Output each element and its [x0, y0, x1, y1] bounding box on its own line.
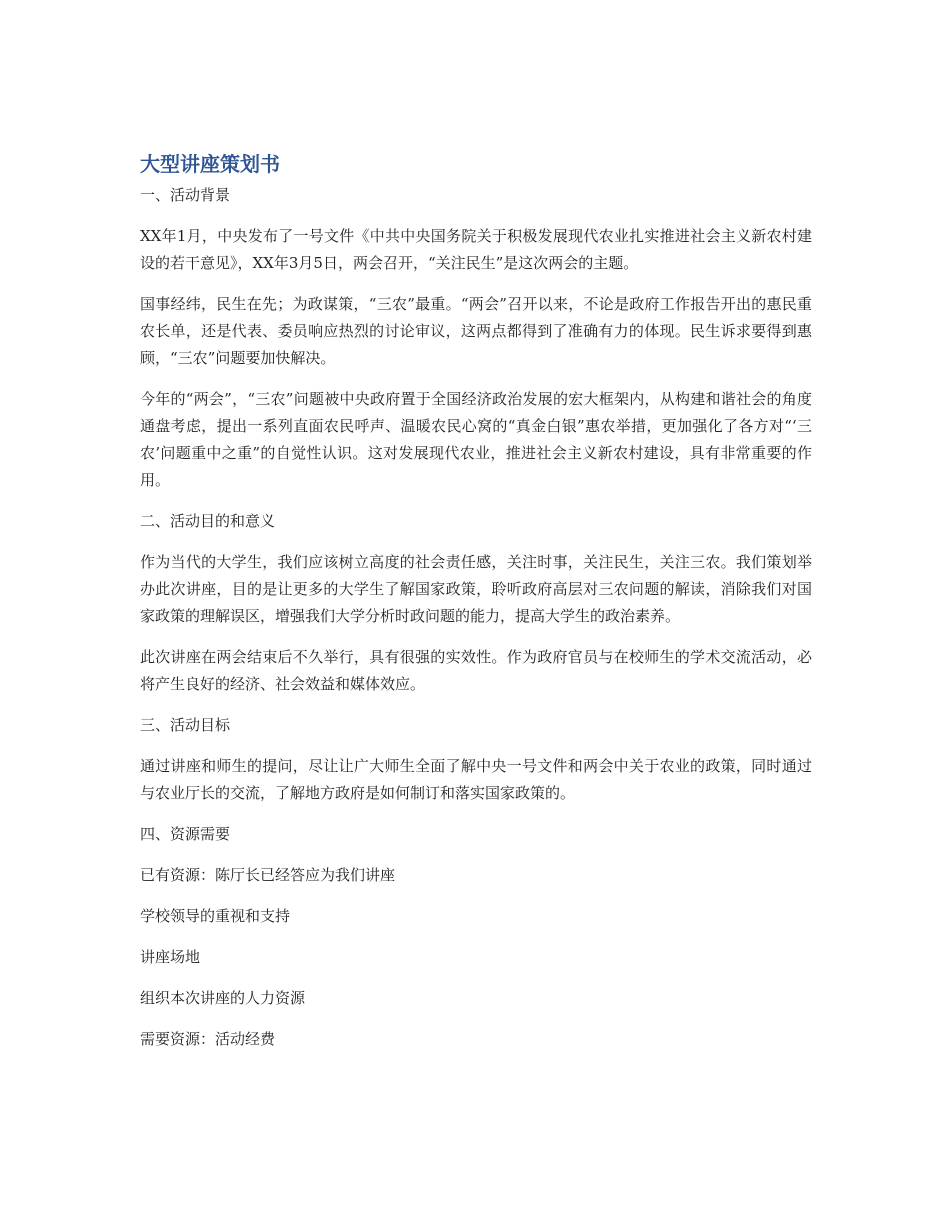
- section-heading-background: 一、活动背景: [140, 186, 231, 204]
- paragraph: 通过讲座和师生的提问，尽让让广大师生全面了解中央一号文件和两会中关于农业的政策，同时通过与农业厅长的交流，了解地方政府是如何制订和落实国家政策的。: [140, 757, 812, 802]
- section-heading-purpose: 二、活动目的和意义: [140, 512, 276, 530]
- resource-item: 组织本次讲座的人力资源: [140, 989, 306, 1007]
- section-heading-resources: 四、资源需要: [140, 825, 231, 843]
- section-heading-goals: 三、活动目标: [140, 716, 231, 734]
- document-page: [140, 150, 812, 1067]
- resource-item: 需要资源：活动经费: [140, 1030, 276, 1048]
- paragraph: 今年的“两会”，“三农”问题被中央政府置于全国经济政治发展的宏大框架内，从构建和谐社会的角度通盘考虑，提出一系列直面农民呼声、温暖农民心窝的“真金白银”惠农举措，更加强化了各方对“‘三农’问题重中之重”的自觉性认识。这对发展现代农业，推进社会主义新农村建设，具有非常重要的作用。: [140, 390, 812, 489]
- document-title: 大型讲座策划书: [140, 152, 280, 176]
- resource-item: 学校领导的重视和支持: [140, 907, 291, 925]
- resource-item: 讲座场地: [140, 948, 201, 966]
- paragraph: XX年1月，中央发布了一号文件《中共中央国务院关于积极发展现代农业扎实推进社会主义新农村建设的若干意见》，XX年3月5日，两会召开，“关注民生”是这次两会的主题。: [140, 227, 812, 272]
- resource-item: 已有资源：陈厅长已经答应为我们讲座: [140, 866, 396, 884]
- paragraph: 作为当代的大学生，我们应该树立高度的社会责任感，关注时事，关注民生，关注三农。我们策划举办此次讲座，目的是让更多的大学生了解国家政策，聆听政府高层对三农问题的解读，消除我们对国家政策的理解误区，增强我们大学分析时政问题的能力，提高大学生的政治素养。: [140, 553, 812, 625]
- paragraph: 此次讲座在两会结束后不久举行，具有很强的实效性。作为政府官员与在校师生的学术交流活动，必将产生良好的经济、社会效益和媒体效应。: [140, 648, 812, 693]
- paragraph: 国事经纬，民生在先；为政谋策，“三农”最重。“两会”召开以来，不论是政府工作报告开出的惠民重农长单，还是代表、委员响应热烈的讨论审议，这两点都得到了准确有力的体现。民生诉求要得到惠顾，“三农”问题要加快解决。: [140, 295, 812, 367]
